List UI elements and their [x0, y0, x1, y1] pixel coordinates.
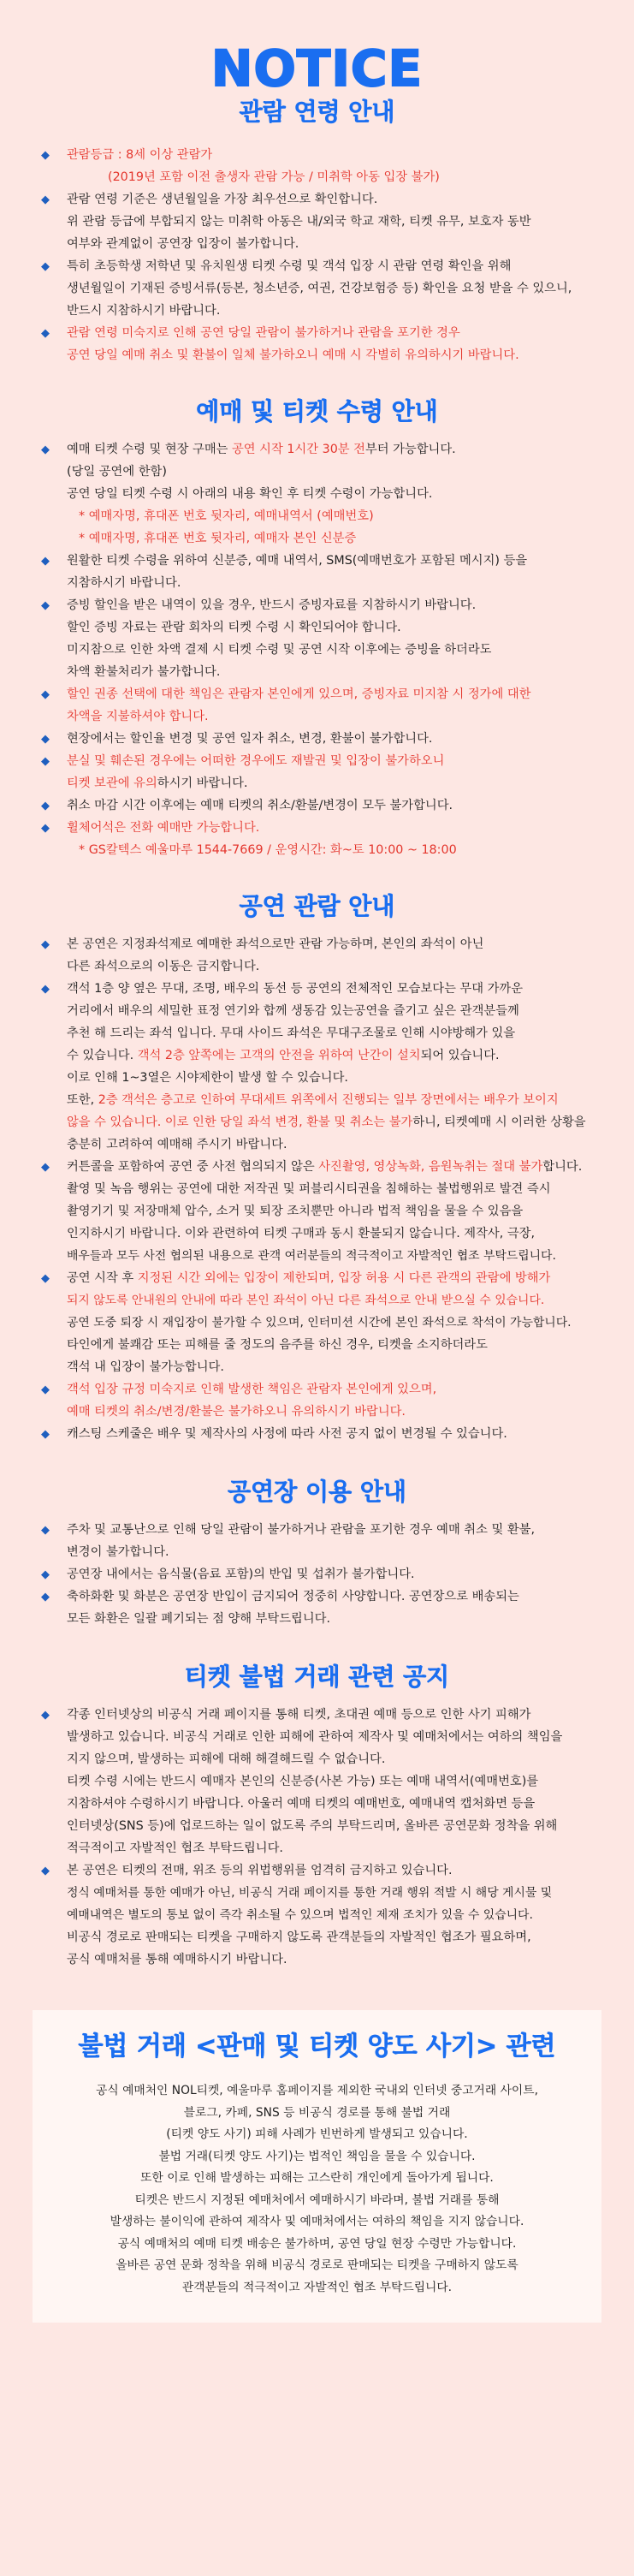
list-item — [41, 594, 600, 683]
diamond-bullet-icon: ◆ — [41, 555, 50, 568]
text-line: 예매 티켓의 취소/변경/환불은 불가하오니 유의하시기 바랍니다. — [67, 1405, 406, 1419]
notice-title: NOTICE — [210, 39, 424, 98]
list-item — [41, 438, 600, 550]
text-span: 공연 시작 1시간 30분 전 — [232, 443, 365, 456]
text-span: 객석 2층 앞쪽에는 고객의 안전을 위하여 난간이 설치 — [137, 1049, 421, 1062]
text-line: 블로그, 카페, SNS 등 비공식 경로를 통해 불법 거래 — [183, 2105, 451, 2120]
text-span: 예매 티켓 수령 및 현장 구매는 — [67, 443, 232, 456]
text-line: 분실 및 훼손된 경우에는 어떠한 경우에도 재발권 및 입장이 불가하오니 — [67, 754, 445, 768]
text-span: 사진촬영, 영상녹화, 음원녹취는 절대 불가 — [318, 1160, 543, 1174]
diamond-bullet-icon: ◆ — [41, 260, 50, 273]
text-line: 올바른 공연 문화 정착을 위해 비공식 경로로 판매되는 티켓을 구매하지 않도록 — [116, 2258, 518, 2272]
text-line: 공연 당일 티켓 수령 시 아래의 내용 확인 후 티켓 수령이 가능합니다. — [67, 487, 433, 501]
text-line: (티켓 양도 사기) 피해 사례가 빈번하게 발생되고 있습니다. — [166, 2127, 468, 2141]
diamond-bullet-icon: ◆ — [41, 1161, 50, 1174]
diamond-bullet-icon: ◆ — [41, 938, 50, 951]
text-span: 또한, — [67, 1093, 98, 1107]
performance-section-title: 공연 관람 안내 — [239, 892, 395, 920]
text-line — [67, 772, 600, 794]
refund-warning: 공연 당일 예매 취소 및 환불이 일체 불가하오니 예매 시 각별히 유의하시기 바랍니다. — [67, 348, 519, 362]
list-item — [41, 1519, 600, 1563]
text-line: 발생하는 불이익에 관하여 제작사 및 예매처에서는 여하의 책임을 지지 않습니다. — [110, 2215, 524, 2228]
text-line — [67, 344, 600, 366]
text-line: 발생하고 있습니다. 비공식 거래로 인한 피해에 관하여 제작사 및 예매처에서는 여하의 책임을 — [67, 1730, 563, 1744]
text-line: 할인 증빙 자료는 관람 회차의 티켓 수령 시 확인되어야 합니다. — [67, 621, 401, 634]
list-item — [41, 728, 600, 750]
text-line: 관람 연령 미숙지로 인해 공연 당일 관람이 불가하거나 관람을 포기한 경우 — [67, 326, 460, 340]
diamond-bullet-icon: ◆ — [41, 1524, 50, 1537]
scam-warning-box — [33, 2010, 601, 2323]
text-line: * 예매자명, 휴대폰 번호 뒷자리, 예매자 본인 신분증 — [79, 532, 357, 545]
text-line: 차액 환불처리가 불가합니다. — [67, 665, 221, 679]
text-line: 변경이 불가합니다. — [67, 1545, 169, 1559]
text-span: 합니다. — [542, 1160, 583, 1174]
text-line: 지참하셔야 수령하시기 바랍니다. 아울러 예매 티켓의 예매번호, 예매내역 캡처화면 등을 — [67, 1797, 536, 1811]
text-line: 불법 거래(티켓 양도 사기)는 법적인 책임을 물을 수 있습니다. — [158, 2149, 476, 2163]
diamond-bullet-icon: ◆ — [41, 1568, 50, 1581]
text-line: 공연장 내에서는 음식물(음료 포함)의 반입 및 섭취가 불가합니다. — [67, 1568, 415, 1581]
list-item — [41, 1704, 600, 1859]
text-line — [67, 1089, 600, 1111]
diamond-bullet-icon: ◆ — [41, 983, 50, 996]
text-line: 이로 인해 1~3열은 시야제한이 발생 할 수 있습니다. — [67, 1071, 348, 1085]
text-line: 관람 연령 기준은 생년월일을 가장 최우선으로 확인합니다. — [67, 193, 378, 206]
text-span: 되어 있습니다. — [420, 1049, 500, 1062]
text-line: 여부와 관계없이 공연장 입장이 불가합니다. — [67, 237, 299, 251]
text-line: 비공식 경로로 판매되는 티켓을 구매하지 않도록 관객분들의 자발적인 협조가 필요하며, — [67, 1931, 531, 1944]
diamond-bullet-icon: ◆ — [41, 688, 50, 701]
text-line: 티켓 수령 시에는 반드시 예매자 본인의 신분증(사본 가능) 또는 예매 내역서(예매번호)를 — [67, 1775, 539, 1788]
list-item — [41, 188, 600, 255]
diamond-bullet-icon: ◆ — [41, 1383, 50, 1396]
text-line: 현장에서는 할인율 변경 및 공연 일자 취소, 변경, 환불이 불가합니다. — [67, 732, 433, 746]
text-line: 공식 예매처인 NOL티켓, 예울마루 홈페이지를 제외한 국내외 인터넷 중고거래 사이트, — [96, 2084, 538, 2097]
list-item — [41, 1859, 600, 1971]
text-line: 객석 입장 규정 미숙지로 인해 발생한 책임은 관람자 본인에게 있으며, — [67, 1383, 437, 1396]
text-line: 주차 및 교통난으로 인해 당일 관람이 불가하거나 관람을 포기한 경우 예매 취소 및 환불, — [67, 1523, 535, 1537]
text-line: 인터넷상(SNS 등)에 업로드하는 일이 없도록 주의 부탁드리며, 올바른 공연문화 정착을 위해 — [67, 1819, 558, 1833]
text-line: 또한 이로 인해 발생하는 피해는 고스란히 개인에게 돌아가게 됩니다. — [140, 2171, 494, 2185]
diamond-bullet-icon: ◆ — [41, 599, 50, 612]
list-item — [41, 1563, 600, 1585]
diamond-bullet-icon: ◆ — [41, 1865, 50, 1877]
text-line — [67, 1111, 600, 1133]
list-item — [41, 1585, 600, 1630]
text-line: 각종 인터넷상의 비공식 거래 페이지를 통해 티켓, 초대권 예매 등으로 인한 사기 피해가 — [67, 1708, 531, 1722]
text-span: 지정된 시간 외에는 입장이 제한되며, 입장 허용 시 다른 관객의 관람에 방해가 — [137, 1271, 551, 1285]
text-line: 추천 해 드리는 좌석 입니다. 무대 사이드 좌석은 무대구조물로 인해 시야방해가 있을 — [67, 1026, 516, 1040]
scam-warning-title: 불법 거래 <판매 및 티켓 양도 사기> 관련 — [78, 2032, 556, 2061]
text-line: 미지참으로 인한 차액 결제 시 티켓 수령 및 공연 시작 이후에는 증빙을 하더라도 — [67, 643, 492, 657]
diamond-bullet-icon: ◆ — [41, 1428, 50, 1441]
list-item — [41, 817, 600, 861]
text-line: 특히 초등학생 저학년 및 유치원생 티켓 수령 및 객석 입장 시 관람 연령 확인을 위해 — [67, 259, 512, 273]
list-item — [41, 794, 600, 817]
text-line: 할인 권종 선택에 대한 책임은 관람자 본인에게 있으며, 증빙자료 미지참 시 정가에 대한 — [67, 687, 531, 701]
text-line: 휠체어석은 전화 예매만 가능합니다. — [67, 821, 260, 835]
illegal-trade-section-title: 티켓 불법 거래 관련 공지 — [184, 1663, 450, 1691]
diamond-bullet-icon: ◆ — [41, 733, 50, 746]
text-line: 본 공연은 지정좌석제로 예매한 좌석으로만 관람 가능하며, 본인의 좌석이 아닌 — [67, 937, 484, 951]
text-line: 축하화환 및 화분은 공연장 반입이 금지되어 정중히 사양합니다. 공연장으로 배송되는 — [67, 1590, 519, 1603]
text-span: 않을 수 있습니다. 이로 인한 당일 좌석 변경, 환불 및 취소는 불가 — [67, 1115, 413, 1129]
text-line: 객석 1층 양 옆은 무대, 조명, 배우의 동선 등 공연의 전체적인 모습보다는 무대 가까운 — [67, 982, 524, 996]
diamond-bullet-icon: ◆ — [41, 149, 50, 162]
diamond-bullet-icon: ◆ — [41, 1272, 50, 1285]
text-line — [67, 1267, 600, 1289]
text-line: 배우들과 모두 사전 협의된 내용으로 관객 여러분들의 적극적이고 자발적인 협조 부탁드립니다. — [67, 1249, 556, 1263]
list-item — [41, 683, 600, 728]
text-line: 거리에서 배우의 세밀한 표정 연기와 합께 생동감 있는공연을 즐기고 싶은 관객분들께 — [67, 1004, 519, 1018]
text-line: 관객분들의 적극적이고 자발적인 협조 부탁드립니다. — [181, 2280, 453, 2294]
diamond-bullet-icon: ◆ — [41, 822, 50, 835]
diamond-bullet-icon: ◆ — [41, 327, 50, 340]
text-span: 커튼콜을 포함하여 공연 중 사전 협의되지 않은 — [67, 1160, 319, 1174]
text-line: 생년월일이 기재된 증빙서류(등본, 청소년증, 여권, 건강보험증 등) 확인을 요청 받을 수 있으니, — [67, 282, 572, 295]
list-item — [41, 1267, 600, 1378]
contact-info: * GS칼텍스 예울마루 1544-7669 / 운영시간: 화~토 10:00 ~ 18:00 — [79, 843, 457, 857]
text-line: 모든 화환은 일괄 폐기되는 점 양해 부탁드립니다. — [67, 1612, 331, 1626]
diamond-bullet-icon: ◆ — [41, 800, 50, 812]
text-line — [67, 1044, 600, 1067]
list-item — [41, 144, 600, 188]
age-section-title: 관람 연령 안내 — [239, 98, 395, 126]
age-section — [0, 144, 634, 366]
text-line: 되지 않도록 안내원의 안내에 따라 본인 좌석이 아닌 다른 좌석으로 안내 받으실 수 있습니다. — [67, 1294, 545, 1307]
text-line: 본 공연은 티켓의 전매, 위조 등의 위법행위를 엄격히 금지하고 있습니다. — [67, 1864, 453, 1877]
text-line: 촬영기기 및 저장매체 압수, 소거 및 퇴장 조치뿐만 아니라 법적 책임을 물을 수 있음을 — [67, 1205, 524, 1218]
text-span: 부터 가능합니다. — [364, 443, 456, 456]
venue-section-title: 공연장 이용 안내 — [228, 1478, 406, 1506]
list-item — [41, 255, 600, 322]
text-line: 충분히 고려하여 예매해 주시기 바랍니다. — [67, 1138, 287, 1151]
text-line — [67, 438, 600, 461]
ticket-section — [0, 438, 634, 861]
text-line: * 예매자명, 휴대폰 번호 뒷자리, 예매내역서 (예매번호) — [79, 509, 374, 523]
performance-section — [0, 933, 634, 1445]
list-item — [41, 1423, 600, 1445]
text-line: 반드시 지참하시기 바랍니다. — [67, 304, 221, 318]
diamond-bullet-icon: ◆ — [41, 193, 50, 206]
list-item — [41, 933, 600, 978]
text-line: 지지 않으며, 발생하는 피해에 대해 해결해드릴 수 없습니다. — [67, 1752, 386, 1766]
text-line: 인지하시기 바랍니다. 이와 관련하여 티켓 구매과 동시 환불되지 않습니다. 제작사, 극장, — [67, 1227, 535, 1240]
list-item — [41, 1156, 600, 1267]
text-line: 촬영 및 녹음 행위는 공연에 대한 저작권 및 퍼블리시티권을 침해하는 불법행위로 발견 즉시 — [67, 1182, 551, 1196]
text-line: 공식 예매처의 예매 티켓 배송은 불가하며, 공연 당일 현장 수령만 가능합니다. — [117, 2236, 517, 2251]
age-rating: 관람등급 : 8세 이상 관람가 — [67, 148, 213, 162]
text-line: 차액을 지불하셔야 합니다. — [67, 710, 209, 723]
list-item — [41, 1378, 600, 1423]
text-line: 취소 마감 시간 이후에는 예매 티켓의 취소/환불/변경이 모두 불가합니다. — [67, 799, 453, 812]
age-rating-note: (2019년 포함 이전 출생자 관람 가능 / 미취학 아동 입장 불가) — [108, 170, 440, 184]
text-span: 하시기 바랍니다. — [157, 776, 248, 790]
text-line: 공식 예매처를 통해 예매하시기 바랍니다. — [67, 1953, 287, 1966]
diamond-bullet-icon: ◆ — [41, 443, 50, 456]
text-span: 공연 시작 후 — [67, 1271, 138, 1285]
text-span: 티켓 보관에 유의 — [67, 776, 157, 790]
ticket-section-title: 예매 및 티켓 수령 안내 — [196, 397, 438, 425]
text-line: 공연 도중 퇴장 시 재입장이 불가할 수 있으며, 인터미션 시간에 본인 좌석으로 착석이 가능합니다. — [67, 1316, 572, 1330]
text-span: 하니, 티켓예매 시 이러한 상황을 — [412, 1115, 586, 1129]
text-line: (당일 공연에 한함) — [67, 465, 167, 479]
text-line: 티켓은 반드시 지정된 예매처에서 예매하시기 바라며, 불법 거래를 통해 — [134, 2192, 500, 2207]
text-line — [67, 1156, 600, 1178]
list-item — [41, 978, 600, 1156]
list-item — [41, 550, 600, 594]
text-line: 객석 내 입장이 불가능합니다. — [67, 1360, 224, 1374]
list-item — [41, 322, 600, 366]
text-line: 타인에게 불쾌감 또는 피해를 줄 정도의 음주를 하신 경우, 티켓을 소지하더라도 — [67, 1338, 488, 1352]
text-line: 지참하시기 바랍니다. — [67, 576, 181, 590]
illegal-trade-section — [0, 1704, 634, 1971]
text-span: 수 있습니다. — [67, 1049, 138, 1062]
text-line: 다른 좌석으로의 이동은 금지합니다. — [67, 960, 260, 973]
text-line: 캐스팅 스케줄은 배우 및 제작사의 사정에 따라 사전 공지 없이 변경될 수 있습니다. — [67, 1427, 507, 1441]
text-line: 정식 예매처를 통한 예매가 아닌, 비공식 거래 페이지를 통한 거래 행위 적발 시 해당 게시물 및 — [67, 1886, 553, 1900]
text-line: 증빙 할인을 받은 내역이 있을 경우, 반드시 증빙자료를 지참하시기 바랍니다. — [67, 598, 477, 612]
text-span: 2층 객석은 층고로 인하여 무대세트 위쪽에서 진행되는 일부 장면에서는 배우가 보이지 — [98, 1093, 559, 1107]
text-line: 예매내역은 별도의 통보 없이 즉각 취소될 수 있으며 법적인 제재 조치가 있을 수 있습니다. — [67, 1908, 533, 1922]
text-line: 원활한 티켓 수령을 위하여 신분증, 예매 내역서, SMS(예매번호가 포함된 메시지) 등을 — [67, 554, 528, 568]
diamond-bullet-icon: ◆ — [41, 1591, 50, 1603]
text-line: 적극적이고 자발적인 협조 부탁드립니다. — [67, 1841, 283, 1855]
diamond-bullet-icon: ◆ — [41, 755, 50, 768]
venue-section — [0, 1519, 634, 1630]
diamond-bullet-icon: ◆ — [41, 1709, 50, 1722]
list-item — [41, 750, 600, 794]
text-line: 위 관람 등급에 부합되지 않는 미취학 아동은 내/외국 학교 재학, 티켓 유무, 보호자 동반 — [67, 215, 531, 229]
